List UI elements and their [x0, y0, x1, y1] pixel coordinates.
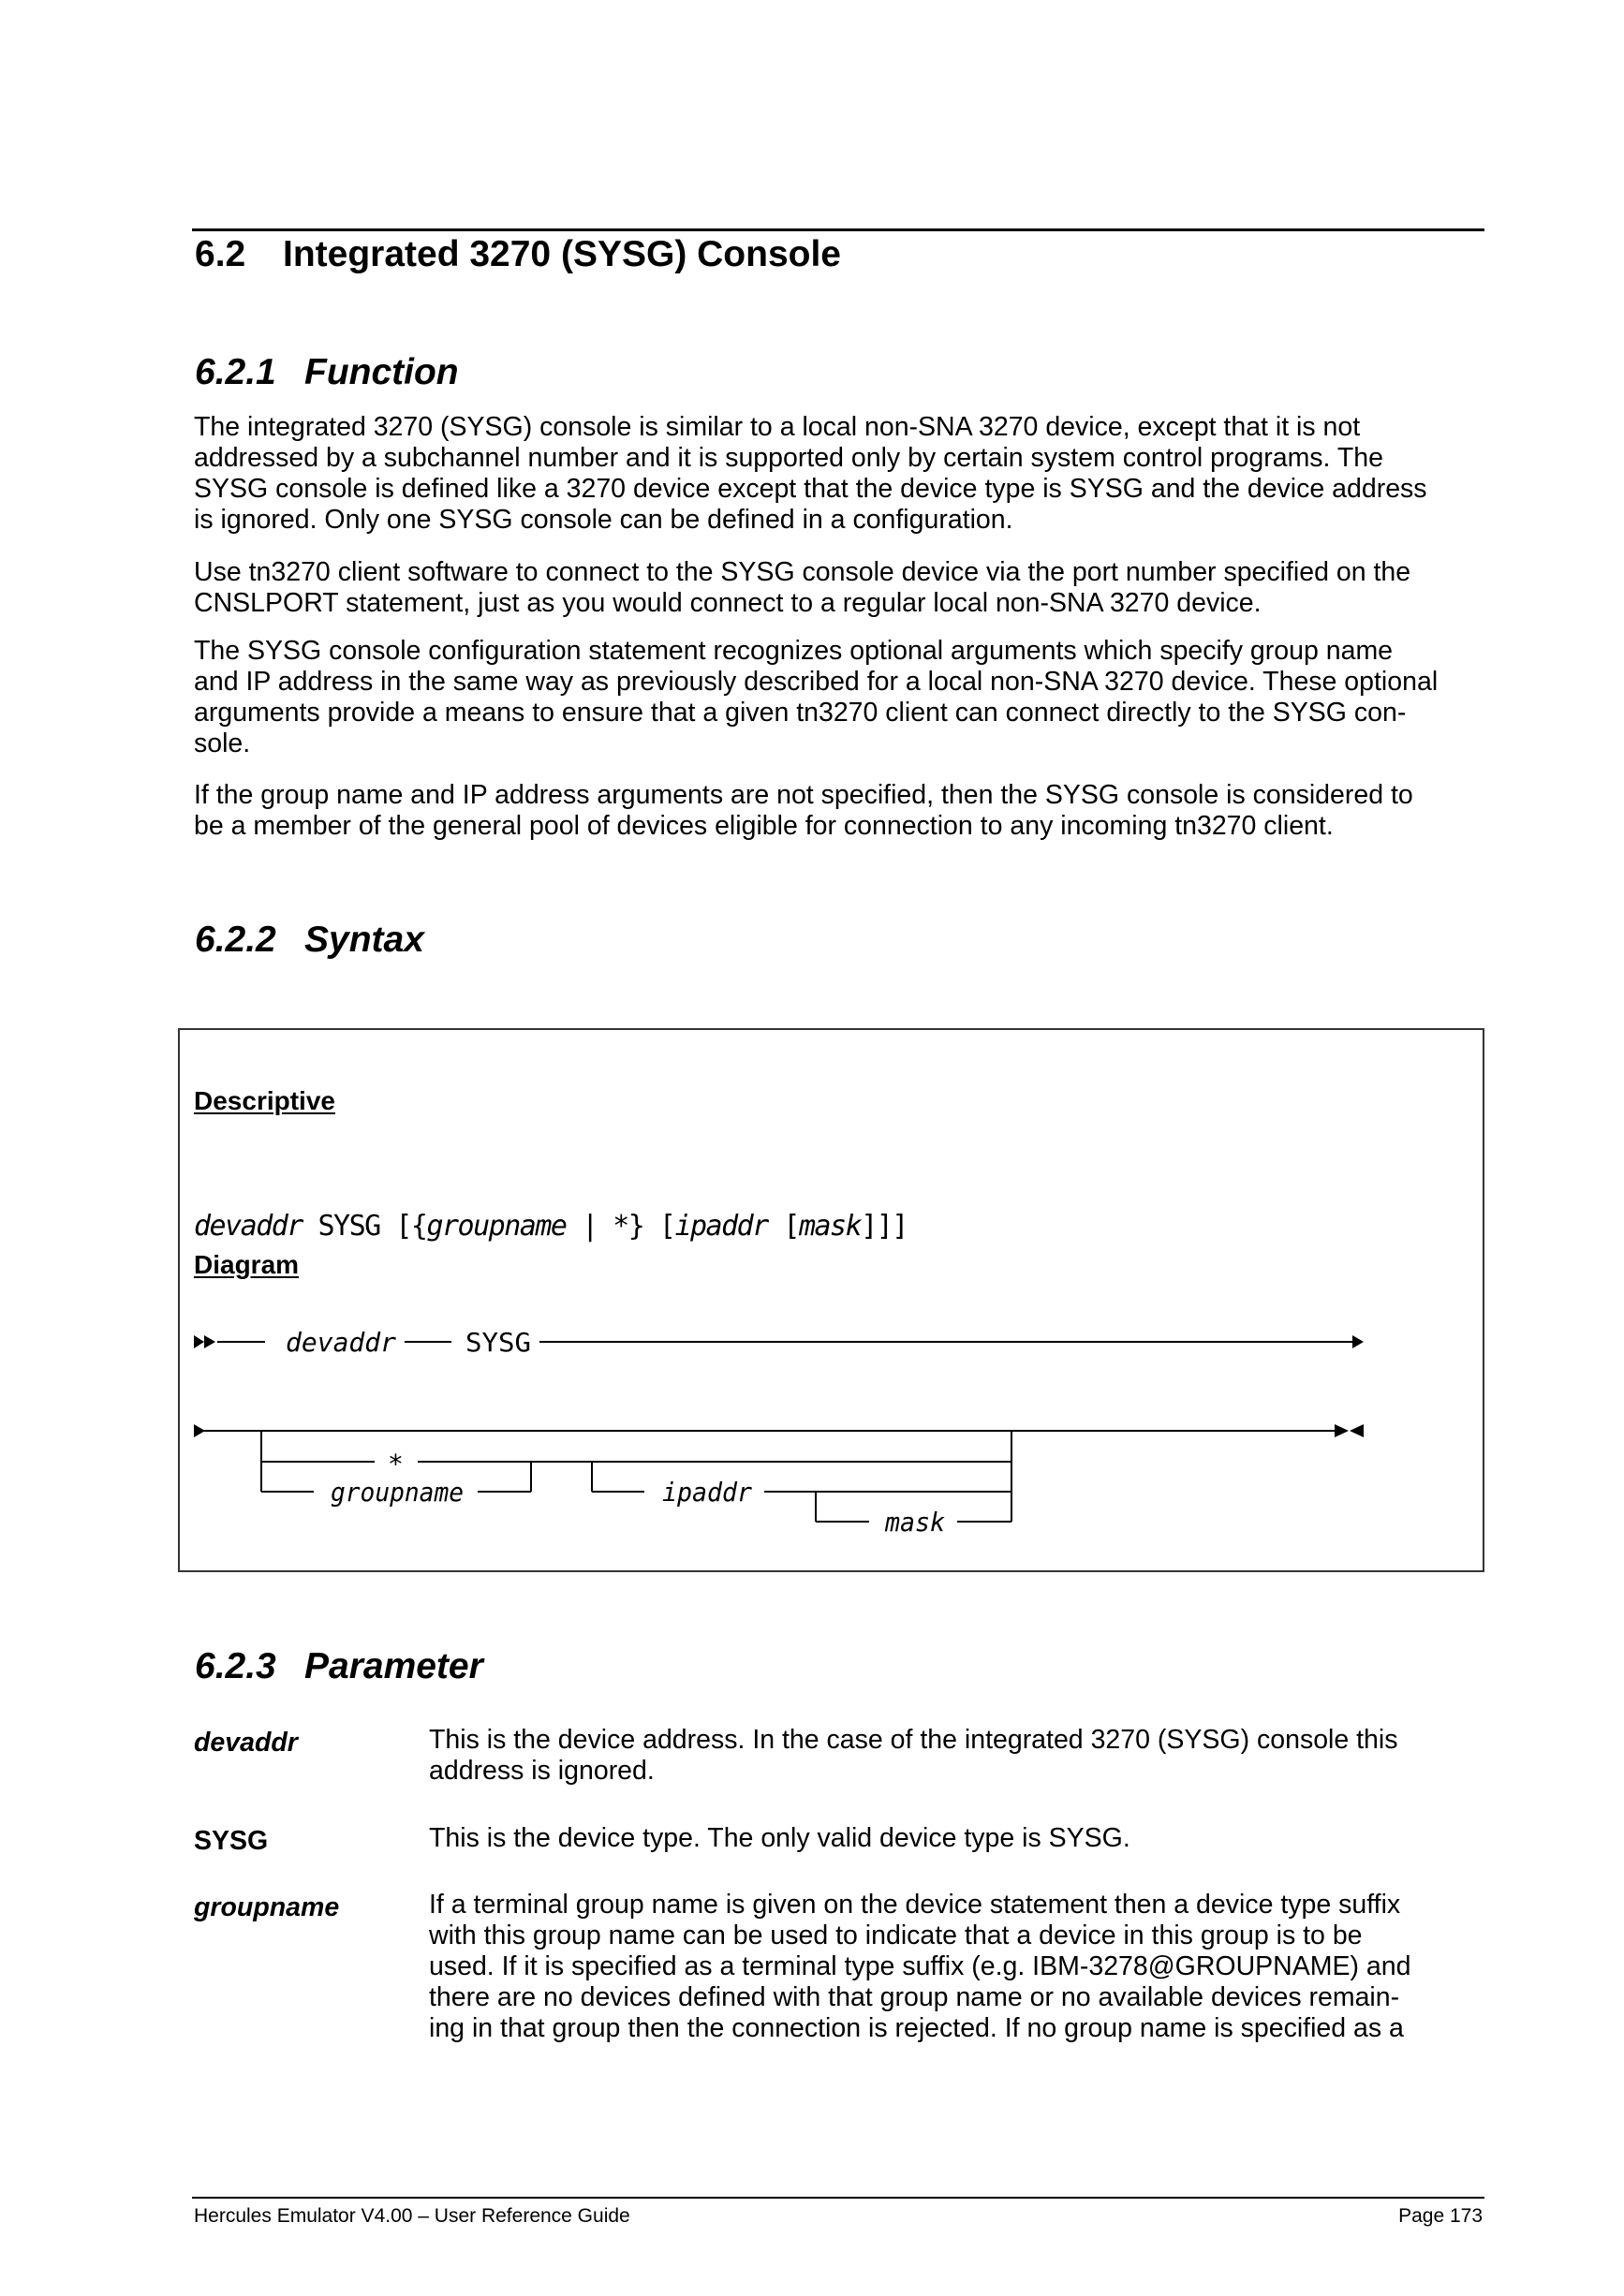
descriptive-label: Descriptive: [194, 1086, 335, 1115]
syntax-title: Syntax: [304, 920, 424, 960]
param-name-sysg: SYSG: [194, 1826, 269, 1856]
param-desc-sysg: [429, 1823, 1130, 1854]
diagram-ipaddr: ipaddr: [662, 1477, 753, 1508]
syntax-groupname: groupname: [426, 1210, 567, 1243]
paragraph-line: The SYSG console configuration statement recognizes optional arguments which specify group name: [194, 636, 1394, 666]
syntax-bracket: [: [658, 1210, 675, 1243]
page-number: Page 173: [1398, 2205, 1483, 2227]
param-desc-groupname: [429, 1890, 1411, 2044]
paragraph-line: sole.: [194, 729, 251, 758]
param-desc-devaddr: [429, 1725, 1398, 1787]
section-number: 6.2: [195, 234, 246, 274]
syntax-bracket: [: [783, 1210, 799, 1243]
param-desc-line: ing in that group then the connection is rejected. If no group name is specified as a: [429, 2013, 1404, 2043]
diagram-label: Diagram: [194, 1250, 300, 1279]
end-arrow-icon: [1350, 1424, 1364, 1437]
param-name-groupname: groupname: [194, 1892, 340, 1922]
diagram-sysg: SYSG: [465, 1327, 531, 1358]
start-double-arrow-icon: [194, 1335, 204, 1348]
syntax-sysg: SYSG: [317, 1210, 380, 1243]
parameter-number: 6.2.3: [195, 1646, 276, 1686]
continue-arrow-icon: [1352, 1335, 1364, 1348]
paragraph-line: The integrated 3270 (SYSG) console is similar to a local non-SNA 3270 device, except that it is not: [194, 412, 1361, 442]
paragraph-line: and IP address in the same way as previously described for a local non-SNA 3270 device. These optional: [194, 667, 1439, 697]
paragraph-line: SYSG console is defined like a 3270 device except that the device type is SYSG and the device address: [194, 474, 1427, 504]
paragraph-line: is ignored. Only one SYSG console can be defined in a configuration.: [194, 505, 1013, 535]
syntax-number: 6.2.2: [195, 920, 276, 960]
param-desc-line: with this group name can be used to indicate that a device in this group is to be: [429, 1921, 1363, 1950]
paragraph-line: arguments provide a means to ensure that a given tn3270 client can connect directly to the SYSG con-: [194, 698, 1407, 728]
param-desc-line: address is ignored.: [429, 1756, 655, 1786]
footer-rule: [192, 2197, 1484, 2199]
param-desc-line: If a terminal group name is given on the device statement then a device type suffix: [429, 1890, 1401, 1920]
paragraph-line: be a member of the general pool of devices eligible for connection to any incoming tn3270 client.: [194, 811, 1334, 841]
end-arrow-icon: [1335, 1424, 1349, 1437]
footer-title: Hercules Emulator V4.00 – User Reference Guide: [194, 2205, 630, 2227]
param-desc-line: This is the device type. The only valid device type is SYSG.: [429, 1823, 1130, 1853]
diagram-devaddr: devaddr: [286, 1327, 397, 1358]
param-name-devaddr: devaddr: [194, 1728, 298, 1758]
function-title: Function: [304, 352, 459, 392]
start-double-arrow-icon: [204, 1335, 215, 1348]
function-number: 6.2.1: [195, 352, 276, 392]
param-desc-line: there are no devices defined with that group name or no available devices remain-: [429, 1982, 1400, 2012]
param-desc-line: This is the device address. In the case of the integrated 3270 (SYSG) console this: [429, 1725, 1398, 1755]
param-desc-line: used. If it is specified as a terminal type suffix (e.g. IBM-3278@GROUPNAME) and: [429, 1951, 1411, 1981]
paragraph-line: Use tn3270 client software to connect to the SYSG console device via the port number specified on the: [194, 557, 1411, 587]
syntax-separator: |: [582, 1210, 598, 1243]
diagram-groupname: groupname: [331, 1477, 464, 1508]
parameter-heading: [195, 1648, 483, 1685]
syntax-star: *}: [613, 1210, 644, 1243]
diagram-mask: mask: [884, 1507, 946, 1538]
syntax-mask: mask: [798, 1210, 862, 1243]
paragraph-line: If the group name and IP address arguments are not specified, then the SYSG console is considered to: [194, 780, 1413, 810]
paragraph-line: CNSLPORT statement, just as you would connect to a regular local non-SNA 3270 device.: [194, 588, 1262, 618]
syntax-devaddr: devaddr: [194, 1210, 303, 1243]
section-title: Integrated 3270 (SYSG) Console: [283, 234, 841, 274]
paragraph-line: addressed by a subchannel number and it is supported only by certain system control programs. The: [194, 443, 1383, 473]
syntax-bracket-close: ]]]: [861, 1210, 908, 1243]
diagram-star: *: [388, 1449, 404, 1479]
continuation-arrow-icon: [194, 1424, 205, 1437]
parameter-title: Parameter: [304, 1646, 483, 1686]
syntax-ipaddr: ipaddr: [674, 1210, 768, 1243]
syntax-bracket: [{: [395, 1210, 427, 1243]
